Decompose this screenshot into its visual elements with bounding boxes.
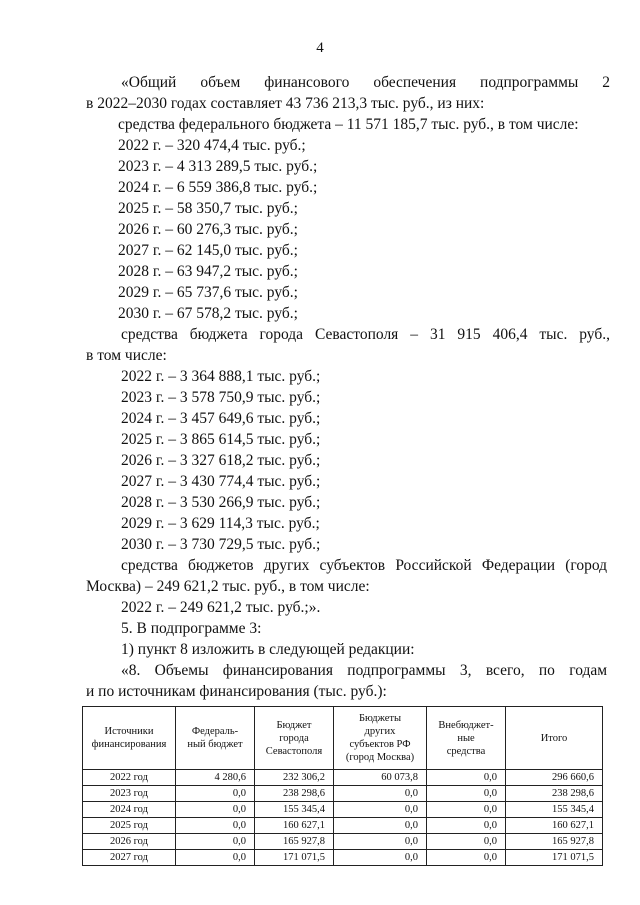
header-extrabudgetary [427,707,506,770]
intro-word: подпрограммы [480,74,579,91]
table-row [83,818,603,834]
cell-sevastopol: 232 306,2 [255,770,334,786]
item-8-word: Объемы [154,662,209,679]
header-text: Бюджеты [358,713,402,724]
item-8-word: финансирования [222,662,333,679]
table-row [83,834,603,850]
cell-total: 160 627,1 [506,818,603,834]
cell-federal: 0,0 [176,802,255,818]
other-subjects-word: (город [565,557,608,574]
federal-heading: средства федерального бюджета – 11 571 185,7 тыс. руб., в том числе: [118,116,579,133]
sevastopol-word: бюджета [189,326,248,343]
other-subjects-heading [121,557,607,575]
intro-line-2: в 2022–2030 годах составляет 43 736 213,3 тыс. руб., из них: [86,95,485,112]
sevastopol-word: города [259,326,304,343]
sevastopol-word: тыс. [539,326,568,343]
header-text: ные [457,732,475,744]
header-text: Бюджет [276,719,312,731]
sevastopol-year-2026: 2026 г. – 3 327 618,2 тыс. руб.; [121,452,321,469]
cell-year: 2024 год [83,802,176,818]
cell-year: 2026 год [83,834,176,850]
table-row [83,770,603,786]
item-8-word: 3, [459,662,472,679]
cell-other-subjects: 0,0 [334,802,427,818]
page-number: 4 [316,40,324,56]
cell-other-subjects: 60 073,8 [334,770,427,786]
federal-year-2026: 2026 г. – 60 276,3 тыс. руб.; [118,221,298,238]
other-subjects-heading-line-2: Москва) – 249 621,2 тыс. руб., в том числе: [86,578,370,595]
sevastopol-word: Севастополя [315,326,399,343]
federal-year-2030: 2030 г. – 67 578,2 тыс. руб.; [118,305,298,322]
header-text: Источники [104,726,154,737]
cell-sevastopol: 160 627,1 [255,818,334,834]
cell-total: 296 660,6 [506,770,603,786]
other-subjects-year-2022: 2022 г. – 249 621,2 тыс. руб.;». [121,599,321,616]
cell-federal: 0,0 [176,850,255,866]
cell-sevastopol: 238 298,6 [255,786,334,802]
cell-total: 165 927,8 [506,834,603,850]
financing-table [82,706,603,866]
sevastopol-year-2027: 2027 г. – 3 430 774,4 тыс. руб.; [121,473,321,490]
sevastopol-heading [121,326,610,344]
cell-extrabudgetary: 0,0 [427,850,506,866]
item-8-word: по [538,662,555,679]
sevastopol-word: средства [121,326,178,343]
sevastopol-word: руб., [579,326,610,343]
other-subjects-word: других [263,557,310,574]
federal-year-2028: 2028 г. – 63 947,2 тыс. руб.; [118,263,298,280]
cell-federal: 0,0 [176,786,255,802]
table-header-row [83,707,603,770]
other-subjects-word: Федерации [481,557,556,574]
header-text: ный бюджет [187,739,243,750]
item-5-1: 1) пункт 8 изложить в следующей редакции: [121,641,415,658]
federal-year-2023: 2023 г. – 4 313 289,5 тыс. руб.; [118,158,318,175]
header-text: субъектов РФ [349,739,411,750]
cell-year: 2023 год [83,786,176,802]
table-row [83,786,603,802]
header-text: Итого [540,732,568,744]
cell-extrabudgetary: 0,0 [427,786,506,802]
header-text: Федераль- [191,726,239,737]
header-text: (город Москва) [345,752,415,763]
intro-line-1 [121,74,610,92]
sevastopol-word: – [410,326,418,343]
sevastopol-year-2025: 2025 г. – 3 865 614,5 тыс. руб.; [121,431,321,448]
item-8-word: «8. [121,662,141,679]
cell-year: 2025 год [83,818,176,834]
sevastopol-heading-line-2: в том числе: [86,347,167,364]
federal-year-2027: 2027 г. – 62 145,0 тыс. руб.; [118,242,298,259]
cell-federal: 4 280,6 [176,770,255,786]
sevastopol-year-2028: 2028 г. – 3 530 266,9 тыс. руб.; [121,494,321,511]
other-subjects-word: субъектов [319,557,386,574]
intro-word: «Общий [121,74,177,91]
other-subjects-word: средства [121,557,178,574]
cell-sevastopol: 165 927,8 [255,834,334,850]
cell-extrabudgetary: 0,0 [427,834,506,850]
cell-other-subjects: 0,0 [334,834,427,850]
sevastopol-year-2029: 2029 г. – 3 629 114,3 тыс. руб.; [121,515,320,532]
intro-word: финансового [264,74,350,91]
other-subjects-word: бюджетов [188,557,254,574]
intro-word: объем [200,74,241,91]
sevastopol-year-2023: 2023 г. – 3 578 750,9 тыс. руб.; [121,389,321,406]
intro-word: 2 [602,74,611,91]
cell-sevastopol: 171 071,5 [255,850,334,866]
cell-total: 171 071,5 [506,850,603,866]
item-8-line-2: и по источникам финансирования (тыс. руб.): [86,683,387,700]
header-text: средства [446,745,486,757]
cell-federal: 0,0 [176,818,255,834]
header-text: Севастополя [265,745,323,757]
cell-extrabudgetary: 0,0 [427,770,506,786]
federal-year-2025: 2025 г. – 58 350,7 тыс. руб.; [118,200,298,217]
cell-year: 2022 год [83,770,176,786]
item-8-line-1 [121,662,607,680]
header-total [506,707,603,770]
federal-year-2024: 2024 г. – 6 559 386,8 тыс. руб.; [118,179,318,196]
header-federal [176,707,255,770]
sevastopol-word: 31 915 406,4 [429,326,528,343]
item-8-word: всего, [485,662,525,679]
other-subjects-word: Российской [395,557,472,574]
federal-year-2029: 2029 г. – 65 737,6 тыс. руб.; [118,284,298,301]
sevastopol-year-2022: 2022 г. – 3 364 888,1 тыс. руб.; [121,368,321,385]
table-row [83,802,603,818]
cell-federal: 0,0 [176,834,255,850]
header-text: Внебюджет- [438,719,494,731]
header-text: финансирования [91,739,167,750]
cell-total: 155 345,4 [506,802,603,818]
item-5: 5. В подпрограмме 3: [121,620,262,637]
header-text: города [279,732,309,744]
header-sources [83,707,176,770]
header-sevastopol [255,707,334,770]
cell-extrabudgetary: 0,0 [427,818,506,834]
cell-other-subjects: 0,0 [334,786,427,802]
header-other-subjects [334,707,427,770]
intro-word: обеспечения [373,74,457,91]
item-8-word: подпрограммы [347,662,446,679]
cell-other-subjects: 0,0 [334,818,427,834]
cell-other-subjects: 0,0 [334,850,427,866]
cell-sevastopol: 155 345,4 [255,802,334,818]
cell-year: 2027 год [83,850,176,866]
table-row [83,850,603,866]
sevastopol-year-2024: 2024 г. – 3 457 649,6 тыс. руб.; [121,410,321,427]
header-text: других [364,726,396,737]
cell-total: 238 298,6 [506,786,603,802]
cell-extrabudgetary: 0,0 [427,802,506,818]
sevastopol-year-2030: 2030 г. – 3 730 729,5 тыс. руб.; [121,536,321,553]
item-8-word: годам [569,662,608,679]
federal-year-2022: 2022 г. – 320 474,4 тыс. руб.; [118,137,306,154]
